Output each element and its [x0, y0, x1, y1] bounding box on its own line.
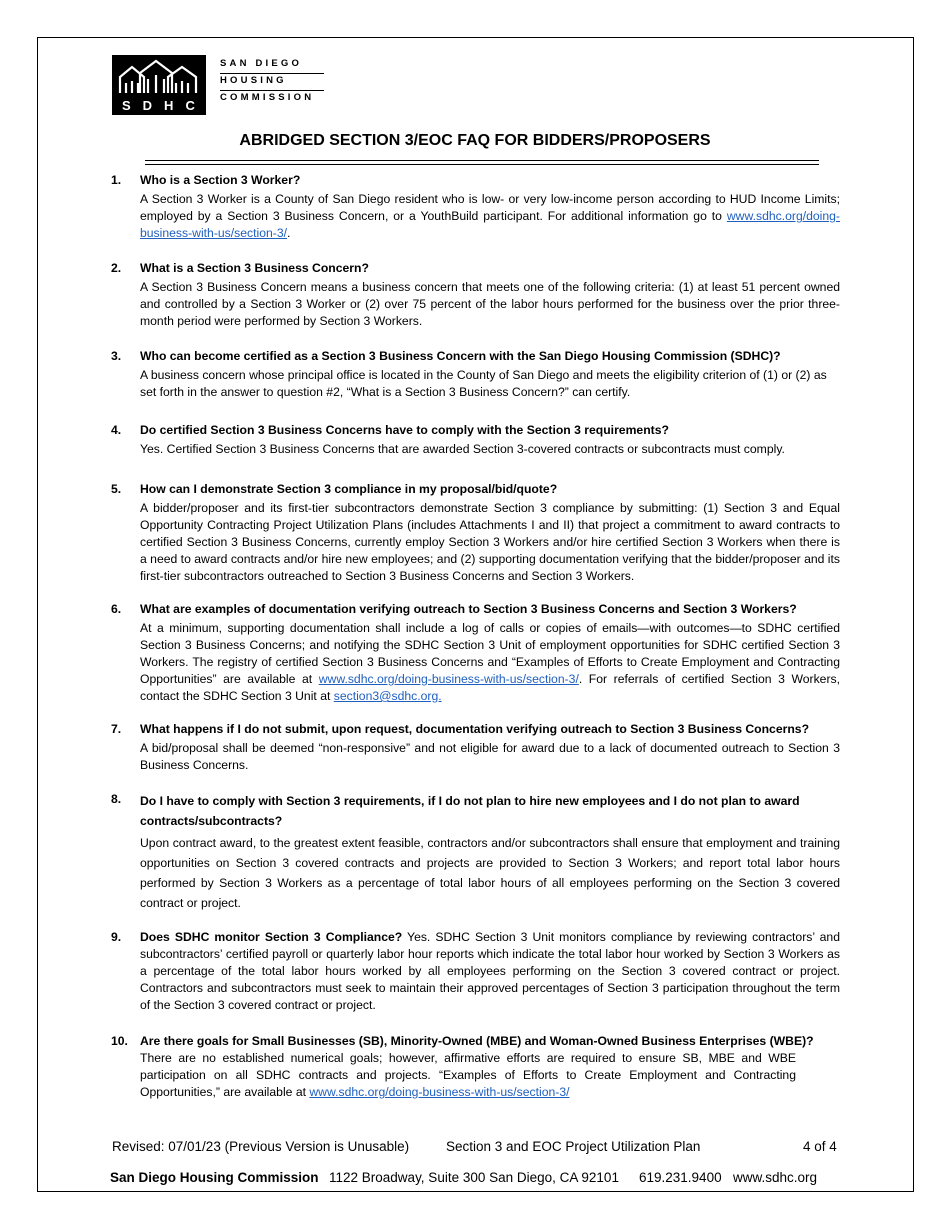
faq-question: Does SDHC monitor Section 3 Compliance?	[140, 930, 403, 944]
faq-number: 7.	[111, 722, 122, 736]
faq-answer: Upon contract award, to the greatest extent feasible, contractors and/or subcontractors shall ensure that employment and training opportunities on Section 3 covered contracts and projects are provided to Section 3 Workers; and report total labor hours performed by Section 3 Workers as a percentage of total labor hours of all employees performing on the Section 3 covered contract or project.	[140, 836, 840, 910]
section3-link[interactable]: www.sdhc.org/doing-business-with-us/section-3/	[318, 672, 579, 686]
logo-line-1: SAN DIEGO	[220, 57, 324, 74]
faq-number: 2.	[111, 261, 122, 275]
footer-org-name: San Diego Housing Commission	[110, 1170, 319, 1185]
logo-line-2: HOUSING	[220, 74, 324, 91]
faq-item-3	[0, 348, 950, 401]
logo-mark-text: SDHC	[122, 98, 207, 113]
faq-question: Do certified Section 3 Business Concerns have to comply with the Section 3 requirements?	[140, 423, 669, 437]
title-rule	[145, 160, 819, 165]
houses-icon	[118, 59, 200, 95]
faq-answer: A business concern whose principal office is located in the County of San Diego and meets the eligibility criterion of (1) or (2) as set forth in the answer to question #2, “What is a Section 3 Business Concern?” can certify.	[140, 368, 827, 399]
logo-line-3: COMMISSION	[220, 92, 315, 103]
faq-item-8	[0, 791, 950, 913]
faq-item-7	[0, 721, 950, 774]
faq-question: How can I demonstrate Section 3 compliance in my proposal/bid/quote?	[140, 482, 558, 496]
logo-mark-box	[112, 55, 206, 115]
faq-item-6	[0, 601, 950, 705]
faq-answer-end: .	[287, 226, 291, 240]
footer-address: 1122 Broadway, Suite 300 San Diego, CA 92101	[329, 1170, 619, 1185]
faq-answer	[140, 620, 840, 705]
footer-page-number: 4 of 4	[803, 1139, 837, 1154]
section3-link[interactable]: www.sdhc.org/doing-business-with-us/section-3/	[309, 1085, 570, 1099]
faq-question: What are examples of documentation verifying outreach to Section 3 Business Concerns and Section 3 Workers?	[140, 602, 797, 616]
faq-number: 10.	[111, 1034, 128, 1048]
faq-item-2	[0, 260, 950, 330]
faq-question: What happens if I do not submit, upon request, documentation verifying outreach to Section 3 Business Concerns?	[140, 722, 810, 736]
footer-doc-name: Section 3 and EOC Project Utilization Plan	[446, 1139, 701, 1154]
faq-question: Who is a Section 3 Worker?	[140, 173, 301, 187]
faq-question: Do I have to comply with Section 3 requirements, if I do not plan to hire new employees and I do not plan to award contracts/subcontracts?	[140, 794, 800, 828]
faq-number: 6.	[111, 602, 122, 616]
faq-answer	[140, 1050, 796, 1101]
logo-name	[220, 57, 324, 107]
faq-number: 4.	[111, 423, 122, 437]
footer-phone: 619.231.9400	[639, 1170, 722, 1185]
section3-link[interactable]: www.sdhc.org/doing-business-with-us/section-3/	[140, 209, 840, 240]
sdhc-logo	[112, 55, 324, 115]
document-title: ABRIDGED SECTION 3/EOC FAQ FOR BIDDERS/PROPOSERS	[239, 132, 711, 149]
faq-item-4	[0, 422, 950, 458]
section3-email-link[interactable]: section3@sdhc.org.	[333, 689, 442, 703]
faq-number: 8.	[111, 792, 122, 806]
faq-answer-mid: . For referrals of certified Section 3 Workers, contact the SDHC Section 3 Unit at	[140, 672, 840, 703]
faq-answer: A bidder/proposer and its first-tier subcontractors demonstrate Section 3 compliance by submitting: (1) Section 3 and Equal Opportunity Contracting Project Utilization Plans (includes Attachments I and II) that project a commitment to award contracts to certified Section 3 Business Concerns, currently employ Section 3 Workers and/or hire certified Section 3 Workers when there is a need to award contracts and/or hire new employees; and (2) supporting documentation verifying that the bidder/proposer and its first-tier subcontractors outreached to Section 3 Business Concerns and Section 3 Workers.	[140, 501, 840, 583]
faq-item-5	[0, 481, 950, 585]
faq-number: 3.	[111, 349, 122, 363]
faq-answer-text: Yes. SDHC Section 3 Unit monitors compliance by reviewing contractors’ and subcontractors’ certified payroll or quarterly labor hour reports which indicate the total labor hour worked by Section 3 Workers as a percentage of the total labor hours worked by all employees performing on the Section 3 covered contract or project. Contractors and subcontractors must seek to maintain their approved percentages of Section 3 participation throughout the term of the Section 3 covered contract or project.	[140, 930, 840, 1012]
faq-answer: A bid/proposal shall be deemed “non-responsive” and not eligible for award due to a lack of documented outreach to Section 3 Business Concerns.	[140, 741, 840, 772]
faq-answer: Yes. Certified Section 3 Business Concerns that are awarded Section 3-covered contracts or subcontracts must comply.	[140, 442, 785, 456]
faq-question: Are there goals for Small Businesses (SB), Minority-Owned (MBE) and Woman-Owned Business Enterprises (WBE)?	[140, 1034, 814, 1048]
faq-item-1	[0, 172, 950, 242]
footer-website[interactable]: www.sdhc.org	[733, 1170, 818, 1185]
faq-number: 1.	[111, 173, 122, 187]
faq-number: 5.	[111, 482, 122, 496]
faq-number: 9.	[111, 930, 122, 944]
faq-question: What is a Section 3 Business Concern?	[140, 261, 369, 275]
faq-answer-text: There are no established numerical goals; however, affirmative efforts are required to ensure SB, MBE and WBE participation on all SDHC contracts and projects. “Examples of Efforts to Create Employment and Contracting Opportunities,” are available at	[140, 1051, 796, 1099]
faq-answer-text: A Section 3 Worker is a County of San Diego resident who is low- or very low-income person according to HUD Income Limits; employed by a Section 3 Business Concern, or a YouthBuild participant. For additional information go to	[140, 192, 840, 223]
faq-question: Who can become certified as a Section 3 Business Concern with the San Diego Housing Commission (SDHC)?	[140, 349, 781, 363]
faq-answer	[140, 929, 840, 1014]
faq-answer: A Section 3 Business Concern means a business concern that meets one of the following criteria: (1) at least 51 percent owned and controlled by a Section 3 Worker or (2) over 75 percent of the labor hours performed for the business over the prior three-month period were performed by Section 3 Workers.	[140, 280, 840, 328]
faq-answer	[140, 191, 840, 242]
faq-item-10	[0, 1033, 950, 1101]
faq-answer-text: At a minimum, supporting documentation shall include a log of calls or copies of emails—with outcomes—to SDHC certified Section 3 Business Concerns; and notifying the SDHC Section 3 Unit of employment opportunities for SDHC certified Section 3 Workers. The registry of certified Section 3 Business Concerns and “Examples of Efforts to Create Employment and Contracting Opportunities” are available at	[140, 621, 840, 686]
faq-item-9	[0, 929, 950, 1014]
footer-revised: Revised: 07/01/23 (Previous Version is Unusable)	[112, 1139, 410, 1154]
